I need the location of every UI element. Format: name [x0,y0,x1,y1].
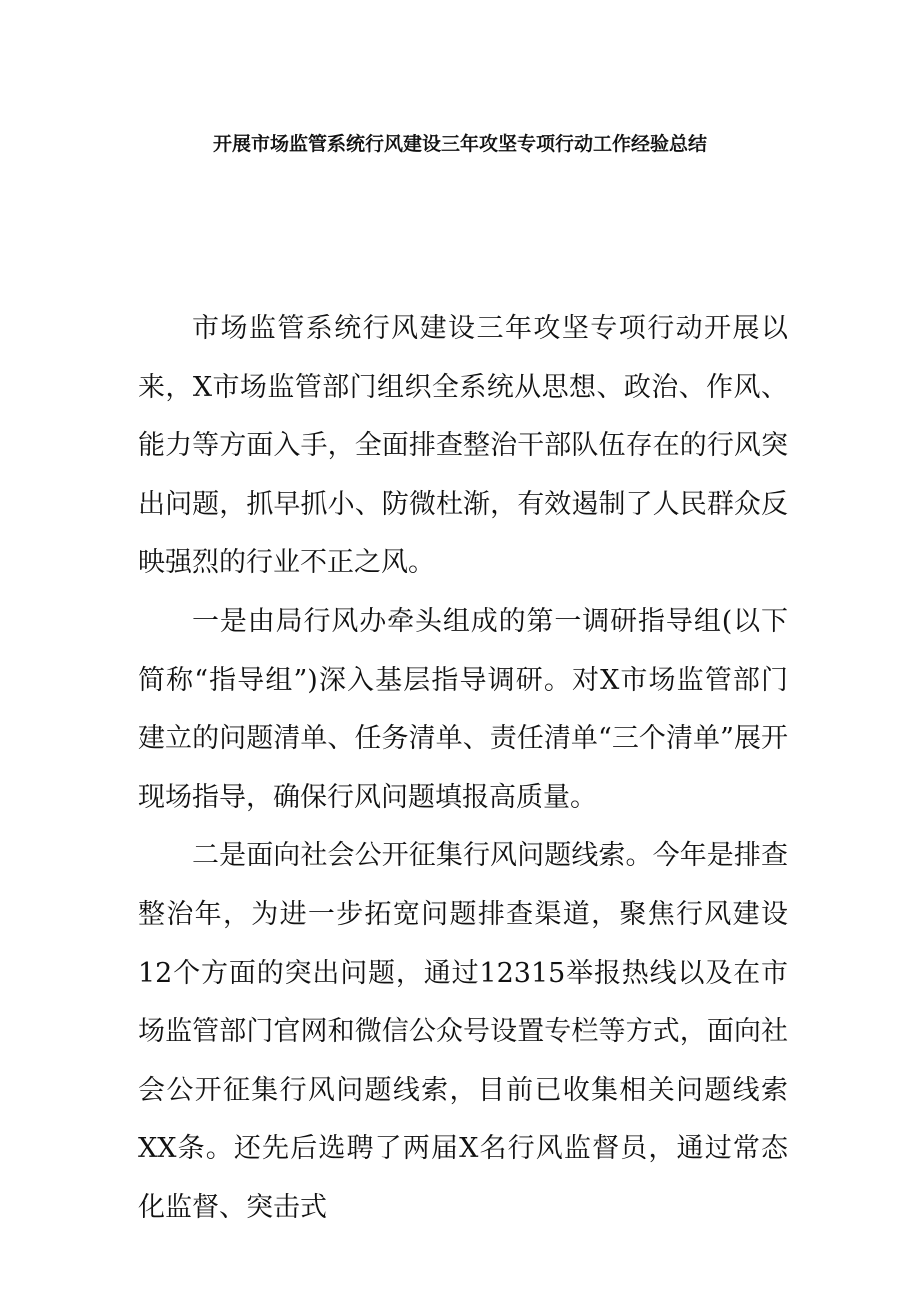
document-body [138,300,788,1238]
document-title: 开展市场监管系统行风建设三年攻坚专项行动工作经验总结 [212,133,707,155]
paragraph-intro: 市场监管系统行风建设三年攻坚专项行动开展以来，X市场监管部门组织全系统从思想、政治、作风、能力等方面入手，全面排查整治干部队伍存在的行风突出问题，抓早抓小、防微杜渐，有效遏制了人民群众反映强烈的行业不正之风。 [138,313,788,579]
paragraph-first-measure: 一是由局行风办牵头组成的第一调研指导组(以下简称“指导组”)深入基层指导调研。对X市场监管部门建立的问题清单、任务清单、责任清单“三个清单”展开现场指导，确保行风问题填报高质量。 [138,605,788,813]
paragraph-second-measure: 二是面向社会公开征集行风问题线索。今年是排查整治年，为进一步拓宽问题排查渠道，聚焦行风建设12个方面的突出问题，通过12315举报热线以及在市场监管部门官网和微信公众号设置专栏等方式，面向社会公开征集行风问题线索，目前已收集相关问题线索XX条。还先后选聘了两届X名行风监督员，通过常态化监督、突击式 [138,840,788,1223]
